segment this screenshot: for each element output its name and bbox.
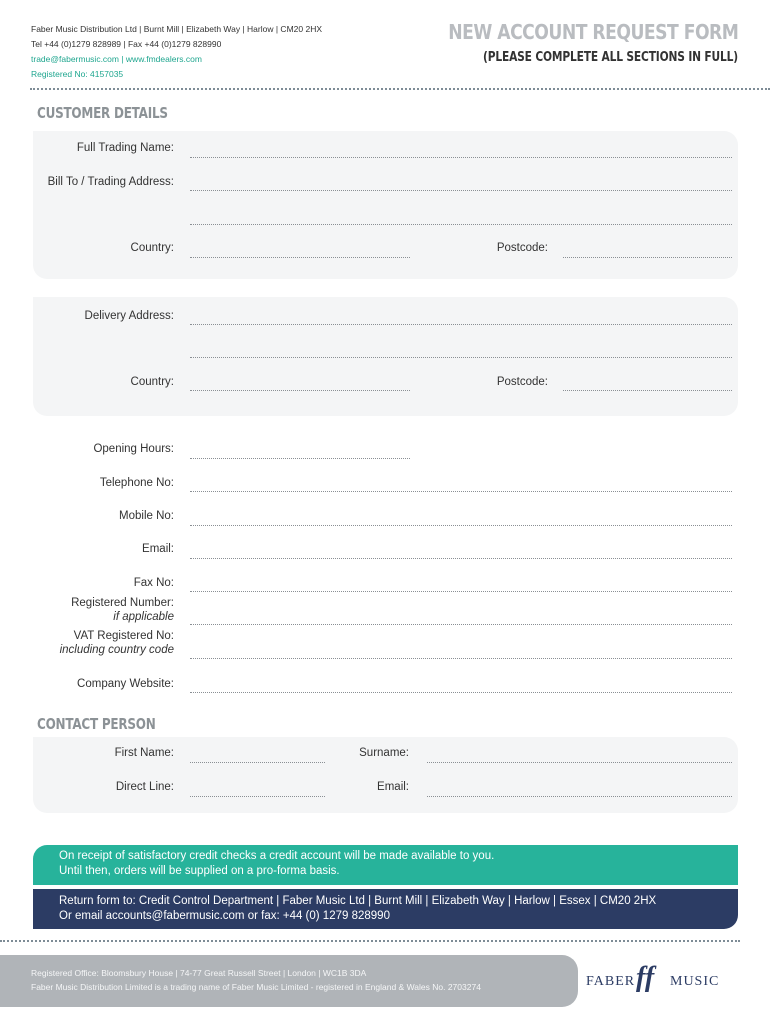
telephone-field[interactable] <box>190 491 732 492</box>
delivery-postcode-label: Postcode: <box>496 376 548 388</box>
first-name-label: First Name: <box>114 747 174 759</box>
registered-number-note: if applicable <box>113 611 174 623</box>
email-field[interactable] <box>190 558 732 559</box>
surname-field[interactable] <box>427 762 732 763</box>
header-divider <box>30 88 770 90</box>
bill-to-field-2[interactable] <box>190 224 732 225</box>
contact-email-field[interactable] <box>427 796 732 797</box>
return-instructions-line-1: Return form to: Credit Control Department | Faber Music Ltd | Burnt Mill | Elizabeth Way | Harlow | Essex | CM20 2HX <box>59 895 657 907</box>
credit-notice-line-1: On receipt of satisfactory credit checks a credit account will be made available to you. <box>59 850 495 862</box>
credit-notice <box>33 845 738 885</box>
return-instructions-line-2: Or email accounts@fabermusic.com or fax: +44 (0) 1279 828990 <box>59 910 390 922</box>
footer-line-2: Faber Music Distribution Limited is a trading name of Faber Music Limited - registered in England & Wales No. 2703274 <box>31 982 481 992</box>
vat-text: VAT Registered No: <box>73 630 174 642</box>
footer-registered-office <box>0 955 578 1007</box>
postcode-label: Postcode: <box>496 242 548 254</box>
delivery-country-field[interactable] <box>190 390 410 391</box>
company-info <box>31 22 322 82</box>
country-field[interactable] <box>190 257 410 258</box>
form-title: NEW ACCOUNT REQUEST FORM <box>447 20 738 44</box>
fax-field[interactable] <box>190 591 732 592</box>
direct-line-field[interactable] <box>190 796 325 797</box>
registered-number-label <box>71 596 174 624</box>
registered-number-text: Registered Number: <box>71 597 174 609</box>
surname-label: Surname: <box>359 747 409 759</box>
company-phone: Tel +44 (0)1279 828989 | Fax +44 (0)1279 828990 <box>31 39 222 49</box>
company-registered: Registered No: 4157035 <box>31 69 124 79</box>
return-instructions <box>33 889 738 929</box>
direct-line-label: Direct Line: <box>115 781 174 793</box>
company-web[interactable]: trade@fabermusic.com | www.fmdealers.com <box>31 54 202 64</box>
contact-email-label: Email: <box>377 781 409 793</box>
website-label: Company Website: <box>77 678 174 690</box>
delivery-address-field-2[interactable] <box>190 357 732 358</box>
footer-line-1: Registered Office: Bloomsbury House | 74-77 Great Russell Street | London | WC1B 3DA <box>31 968 367 978</box>
opening-hours-label: Opening Hours: <box>93 443 174 455</box>
delivery-address-label: Delivery Address: <box>84 310 174 322</box>
company-address: Faber Music Distribution Ltd | Burnt Mill | Elizabeth Way | Harlow | CM20 2HX <box>31 24 323 34</box>
faber-music-logo <box>586 962 736 996</box>
vat-label <box>60 629 174 657</box>
mobile-label: Mobile No: <box>119 510 174 522</box>
bill-to-field-1[interactable] <box>190 190 732 191</box>
first-name-field[interactable] <box>190 762 325 763</box>
form-subtitle: (PLEASE COMPLETE ALL SECTIONS IN FULL) <box>482 50 738 65</box>
registered-number-field[interactable] <box>190 624 732 625</box>
vat-field[interactable] <box>190 658 732 659</box>
logo-faber-text: FABER <box>586 974 636 989</box>
opening-hours-field[interactable] <box>190 458 410 459</box>
postcode-field[interactable] <box>563 257 732 258</box>
contact-person-heading: CONTACT PERSON <box>37 715 156 733</box>
footer-divider <box>0 940 740 942</box>
full-trading-name-label: Full Trading Name: <box>76 142 174 154</box>
vat-note: including country code <box>59 644 174 656</box>
credit-notice-line-2: Until then, orders will be supplied on a pro-forma basis. <box>59 865 340 877</box>
telephone-label: Telephone No: <box>99 477 174 489</box>
fax-label: Fax No: <box>133 577 174 589</box>
logo-music-text: MUSIC <box>670 974 720 989</box>
website-field[interactable] <box>190 692 732 693</box>
email-label: Email: <box>142 543 174 555</box>
logo-ff-mark: ff <box>636 962 655 993</box>
mobile-field[interactable] <box>190 525 732 526</box>
customer-details-heading: CUSTOMER DETAILS <box>37 104 168 122</box>
bill-to-label: Bill To / Trading Address: <box>47 176 174 188</box>
delivery-country-label: Country: <box>130 376 174 388</box>
full-trading-name-field[interactable] <box>190 157 732 158</box>
delivery-postcode-field[interactable] <box>563 390 732 391</box>
country-label: Country: <box>130 242 174 254</box>
delivery-address-field-1[interactable] <box>190 324 732 325</box>
